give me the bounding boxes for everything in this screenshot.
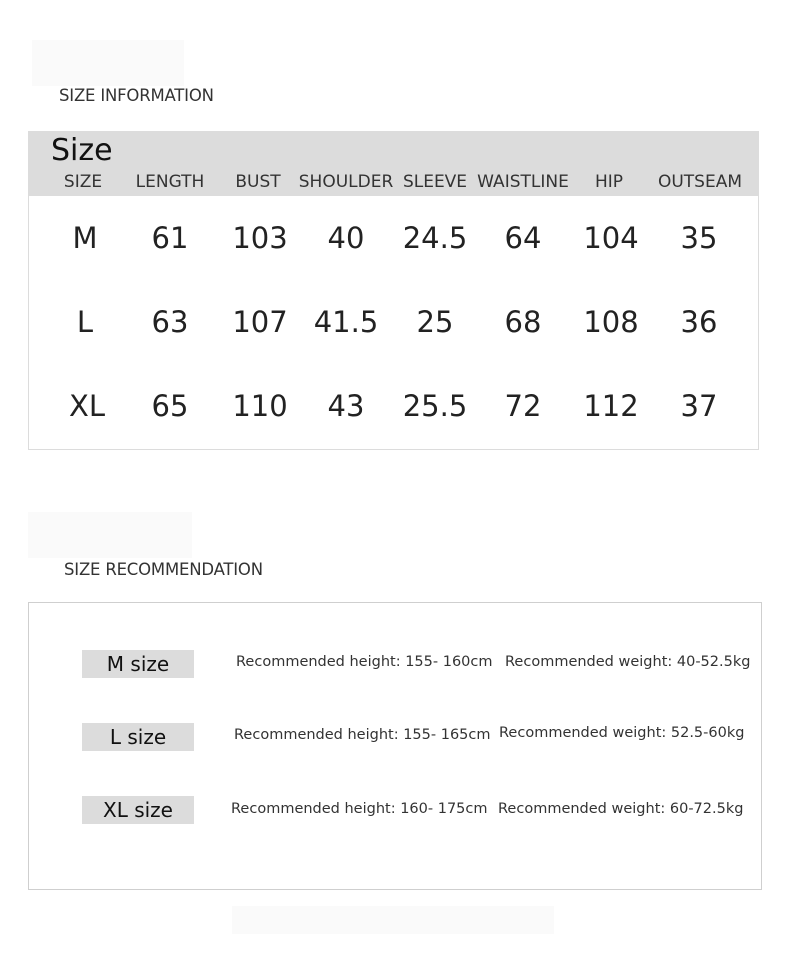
recommended-height: Recommended height: 155- 165cm xyxy=(234,727,491,743)
table-cell: 108 xyxy=(583,305,639,339)
column-header: BUST xyxy=(235,172,281,192)
size-corner-label: Size xyxy=(51,133,113,168)
column-header: SHOULDER xyxy=(298,172,394,192)
recommended-weight: Recommended weight: 60-72.5kg xyxy=(498,801,744,817)
recommended-weight: Recommended weight: 52.5-60kg xyxy=(499,725,745,741)
table-cell: 112 xyxy=(583,389,639,423)
column-header: WAISTLINE xyxy=(477,172,569,192)
faded-graphic xyxy=(232,906,554,934)
table-cell: 104 xyxy=(583,221,639,255)
column-header: HIP xyxy=(594,172,624,192)
size-recommendation-box xyxy=(28,602,762,890)
table-cell: 64 xyxy=(504,221,542,255)
table-cell: 110 xyxy=(232,389,288,423)
table-cell: 36 xyxy=(680,305,718,339)
table-cell: 43 xyxy=(327,389,365,423)
table-cell: XL xyxy=(68,389,106,423)
table-cell: 72 xyxy=(504,389,542,423)
column-header: LENGTH xyxy=(135,172,205,192)
size-information-title: SIZE INFORMATION xyxy=(59,86,214,105)
recommended-height: Recommended height: 160- 175cm xyxy=(231,801,488,817)
size-table-header xyxy=(29,132,758,196)
table-cell: M xyxy=(72,221,98,255)
size-table xyxy=(28,131,759,450)
column-header: SIZE xyxy=(63,172,103,192)
column-header: OUTSEAM xyxy=(657,172,743,192)
table-cell: 24.5 xyxy=(402,221,468,255)
size-recommendation-title: SIZE RECOMMENDATION xyxy=(64,560,263,579)
column-header: SLEEVE xyxy=(402,172,468,192)
table-cell: 40 xyxy=(327,221,365,255)
table-cell: 103 xyxy=(232,221,288,255)
size-badge: M size xyxy=(82,650,194,678)
table-cell: L xyxy=(76,305,94,339)
table-cell: 35 xyxy=(680,221,718,255)
table-cell: 41.5 xyxy=(313,305,379,339)
table-cell: 68 xyxy=(504,305,542,339)
table-cell: 61 xyxy=(151,221,189,255)
table-cell: 25 xyxy=(416,305,454,339)
faded-graphic xyxy=(32,40,184,86)
table-cell: 63 xyxy=(151,305,189,339)
size-badge: XL size xyxy=(82,796,194,824)
size-badge: L size xyxy=(82,723,194,751)
table-cell: 37 xyxy=(680,389,718,423)
table-cell: 107 xyxy=(232,305,288,339)
recommended-height: Recommended height: 155- 160cm xyxy=(236,654,493,670)
recommended-weight: Recommended weight: 40-52.5kg xyxy=(505,654,751,670)
table-cell: 65 xyxy=(151,389,189,423)
table-cell: 25.5 xyxy=(402,389,468,423)
faded-graphic xyxy=(28,512,192,558)
